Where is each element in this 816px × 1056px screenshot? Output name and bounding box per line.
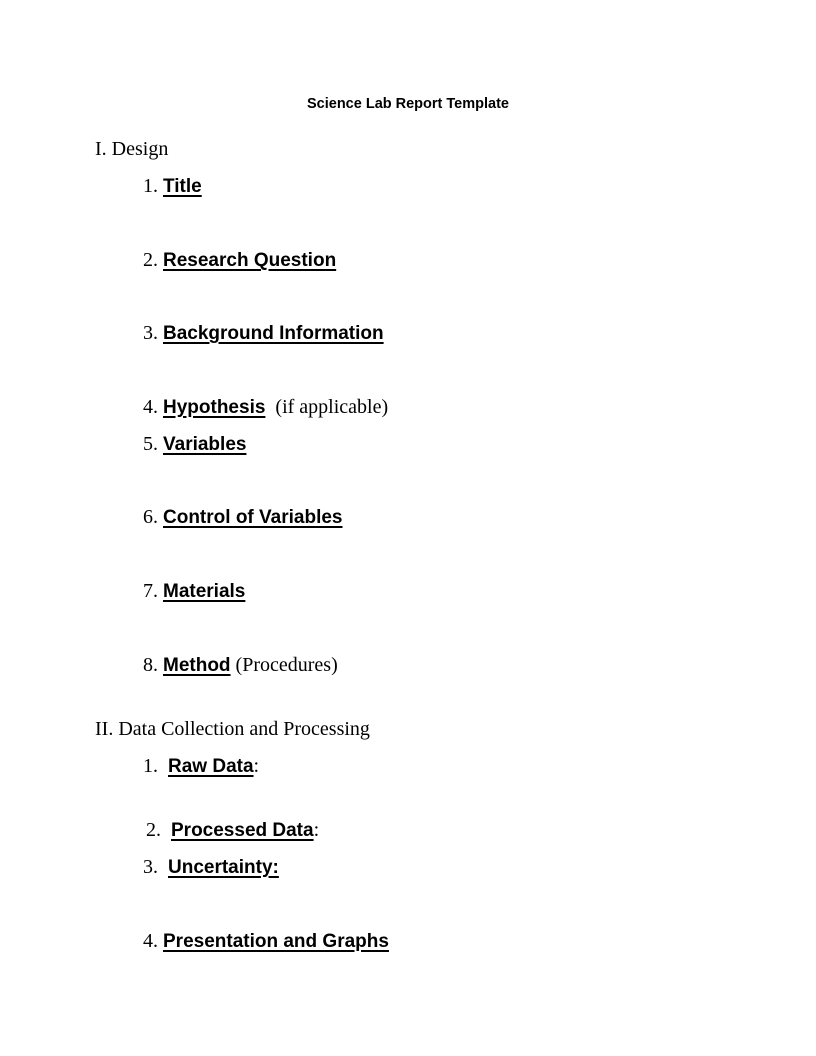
item-heading: Title xyxy=(163,176,202,197)
list-item xyxy=(143,174,202,199)
section-heading-data-collection: II. Data Collection and Processing xyxy=(95,718,370,740)
item-heading: Materials xyxy=(163,581,246,602)
item-number: 1. xyxy=(143,175,158,197)
item-heading: Hypothesis xyxy=(163,397,266,418)
item-number: 4. xyxy=(143,396,158,418)
document-title: Science Lab Report Template xyxy=(307,96,509,112)
section-heading-design: I. Design xyxy=(95,138,169,160)
list-item xyxy=(143,653,338,678)
item-number: 3. xyxy=(143,856,158,878)
item-heading: Uncertainty: xyxy=(168,857,279,878)
list-item xyxy=(143,395,388,420)
item-heading: Raw Data xyxy=(168,756,254,777)
item-number: 6. xyxy=(143,506,158,528)
item-heading: Background Information xyxy=(163,323,384,344)
item-number: 2. xyxy=(146,819,161,841)
list-item xyxy=(143,432,246,457)
item-note: (if applicable) xyxy=(275,396,389,418)
list-item xyxy=(143,248,336,273)
item-number: 4. xyxy=(143,930,158,952)
list-item xyxy=(146,818,319,843)
item-heading: Processed Data xyxy=(171,820,314,841)
item-number: 2. xyxy=(143,249,158,271)
item-number: 1. xyxy=(143,755,158,777)
item-number: 5. xyxy=(143,433,158,455)
item-heading: Method xyxy=(163,655,231,676)
item-note: (Procedures) xyxy=(235,654,338,676)
list-item xyxy=(143,505,342,530)
item-heading: Presentation and Graphs xyxy=(163,931,389,952)
item-number: 3. xyxy=(143,322,158,344)
item-heading: Variables xyxy=(163,434,247,455)
list-item xyxy=(143,929,389,954)
item-colon: : xyxy=(313,819,320,841)
item-number: 7. xyxy=(143,580,158,602)
list-item xyxy=(143,579,245,604)
item-colon: : xyxy=(253,755,260,777)
list-item xyxy=(143,855,279,880)
item-heading: Control of Variables xyxy=(163,507,343,528)
item-number: 8. xyxy=(143,654,158,676)
item-heading: Research Question xyxy=(163,250,337,271)
list-item xyxy=(143,754,259,779)
list-item xyxy=(143,321,384,346)
